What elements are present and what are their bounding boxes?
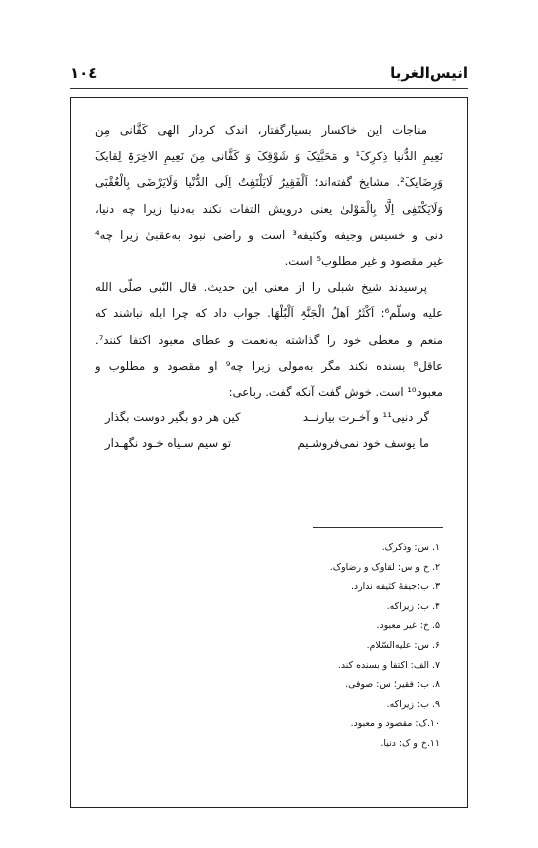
footnote: ۲. خ و س: لقاوک و رضاوک. (329, 561, 440, 573)
footnote: ۳. ب:جیفۀ کثیفه ندارد. (350, 581, 440, 593)
body-line: وَرِضَایکَ². مشایخ گفته‌اند؛ اَلْفَقِیرُ لَایَلْتَفِتُ اِلَی الدُّنْیا وَلَایَرْضَی بِالْعُقْبَی (95, 175, 443, 190)
footnote: ۱۱.خ و ک: دنیا. (380, 737, 440, 749)
verse-hemistich: گر دنیی¹¹ و آخـرت بیارنــد (302, 410, 429, 424)
body-line: پرسیدند شیخ شبلی را از معنی این حدیث. قال النّبی صلّی الله (95, 280, 427, 295)
verse-line (95, 410, 443, 436)
footnote: ۵. خ: غیر معبود. (376, 620, 440, 632)
verse-hemistich: کین هر دو بگیر دوست بگذار (105, 410, 241, 424)
body-line: منعم و معطی خود را گذاشته به‌نعمت و عطای معبود اکتفا کنند⁷. (95, 332, 443, 347)
footnote: ۱۰.ک: مقصود و معبود. (350, 718, 440, 730)
footnote: ۹. ب: زیراکه. (386, 698, 440, 710)
verse-hemistich: تو سیم سـیاه خـود نگهـدار (105, 436, 232, 450)
body-line: معبود¹⁰ است. خوش گفت آنکه گفت. رباعی: (228, 384, 443, 399)
body-line: وَلَایَکْتَفِی اِلَّا بِالْمَوْلیٰ یعنی درویش التفات نکند به‌دنیا زیرا چه دنیا، (95, 201, 443, 216)
header-rule (70, 88, 468, 89)
body-line: مناجات این خاکسار بسیارگفتار، اندک کردار الهی کَفَّانی مِن (95, 123, 427, 137)
page-header (70, 64, 468, 86)
footnote: ۱. س: وذکرک. (381, 542, 440, 553)
page-number: ۱۰٤ (70, 64, 98, 82)
footnote-rule (313, 527, 443, 528)
body-line: عاقل⁸ بسنده نکند مگر به‌مولی زیرا چه⁹ او مقصود و مطلوب و (95, 358, 443, 373)
body-text (95, 117, 443, 405)
body-line: نَعِیمِ الدُّنیا ذِکرِکَ¹ و مَحَبَّتِکَ وَ شَوْقِکَ وَ کَفَّانی مِنَ نَعِیمِ الاخِرَۃِ لِقایکَ (95, 149, 443, 164)
footnote: ۷. الف: اکتفا و بسنده کند. (337, 659, 440, 671)
body-line: دنی و خسیس وجیفه وکثیفه³ است و راضی نبود به‌عقبیٰ زیرا چه⁴ (95, 227, 443, 242)
footnote: ۸. ب: فقیر؛ س: صوفی. (345, 679, 440, 691)
running-title: انیس‌الغربا (390, 64, 468, 82)
footnote: ۶. س: علیه‌السّلام. (366, 639, 440, 651)
verse-line (95, 436, 443, 462)
verse-hemistich: ما یوسف خود نمی‌فروشـیم (297, 436, 429, 450)
body-line: علیه وسلّم⁶: اَکْثَرُ اَهلُ الْجَنَّۃِ اَلْبُلْهَا. جواب داد که چرا ابله نباشند که (95, 306, 443, 321)
footnotes (160, 538, 440, 754)
body-line: غیر مقصود و غیر مطلوب⁵ است. (284, 253, 443, 268)
footnote: ۴. ب: زیراکه. (386, 600, 440, 612)
